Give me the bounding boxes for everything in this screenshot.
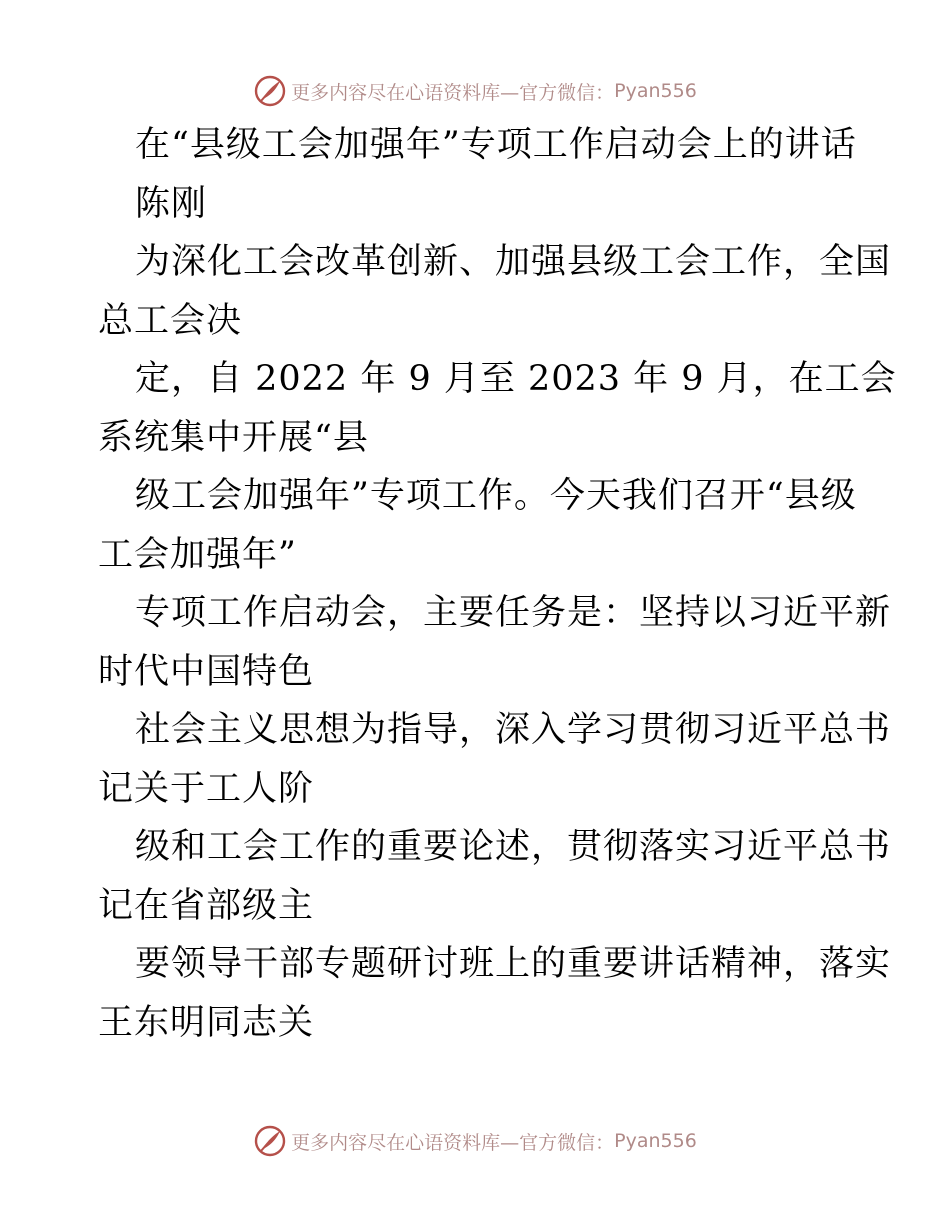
feather-pen-circle-icon (253, 74, 287, 108)
text-line: 记在省部级主 (98, 885, 315, 926)
text-line: 社会主义思想为指导，深入学习贯彻习近平总书 (135, 710, 892, 750)
header-watermark (0, 71, 950, 111)
text-line: 总工会决 (98, 300, 243, 341)
watermark-text: 更多内容尽在心语资料库—官方微信： (291, 81, 615, 104)
watermark-text: 更多内容尽在心语资料库—官方微信： (291, 1131, 615, 1154)
text-line: 记关于工人阶 (98, 768, 315, 809)
text-line: 级工会加强年”专项工作。今天我们召开“县级 (135, 476, 857, 516)
text-line: 级和工会工作的重要论述，贯彻落实习近平总书 (135, 827, 892, 867)
watermark-wechat-id: Pyan556 (614, 1130, 697, 1152)
text-line: 王东明同志关 (98, 1002, 315, 1043)
document-body (98, 116, 897, 1052)
speaker-name: 陈刚 (135, 183, 208, 224)
text-line: 定，自 2022 年 9 月至 2023 年 9 月，在工会 (135, 359, 897, 399)
text-line: 为深化工会改革创新、加强县级工会工作，全国 (135, 242, 892, 282)
speech-title: 在“县级工会加强年”专项工作启动会上的讲话 (135, 125, 857, 165)
text-line: 工会加强年” (98, 534, 297, 575)
watermark-wechat-id: Pyan556 (614, 80, 697, 102)
text-line: 系统集中开展“县 (98, 417, 369, 458)
feather-pen-circle-icon (253, 1124, 287, 1158)
text-line: 专项工作启动会，主要任务是：坚持以习近平新 (135, 593, 892, 633)
text-line: 时代中国特色 (98, 651, 315, 692)
footer-watermark (0, 1121, 950, 1161)
text-line: 要领导干部专题研讨班上的重要讲话精神，落实 (135, 944, 892, 984)
